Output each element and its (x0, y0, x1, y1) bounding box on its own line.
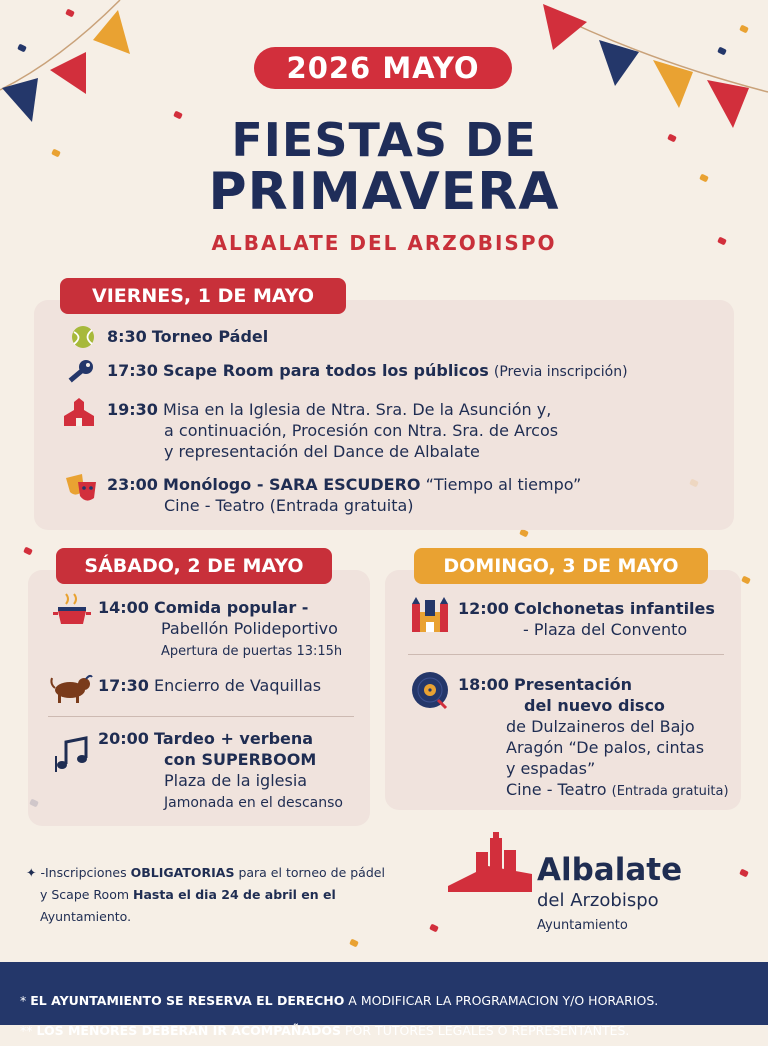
event-detail: y espadas” (506, 759, 596, 778)
event-time: 14:00 (98, 598, 149, 617)
event-time: 23:00 (107, 475, 158, 494)
key-icon (66, 357, 96, 385)
event-time: 12:00 (458, 599, 509, 618)
soup-pot-icon (52, 592, 92, 626)
event-detail: - Plaza del Convento (523, 620, 688, 639)
event-detail: a continuación, Procesión con Ntra. Sra. de Arcos (164, 421, 559, 440)
page-title-line2: PRIMAVERA (208, 162, 560, 222)
event-detail: Aragón “De palos, cintas (506, 738, 705, 757)
event-detail: del nuevo disco (524, 696, 665, 715)
event-note: (Previa inscripción) (493, 364, 628, 380)
event-detail: con SUPERBOOM (164, 750, 317, 769)
event-title: Monólogo - SARA ESCUDERO (163, 475, 421, 494)
event-note: (Entrada gratuita) (611, 784, 729, 799)
bouncy-castle-icon (410, 596, 450, 634)
disclaimer-bar: * EL AYUNTAMIENTO SE RESERVA EL DERECHO A MODIFICAR LA PROGRAMACION Y/O HORARIOS. ** LOS MENORES DEBERAN IR ACOMPAÑADOS POR TUTORES LEGALES O REPRESENTANTES. (0, 962, 768, 1025)
confetti-decoration (429, 924, 439, 933)
saturday-event-3 (98, 728, 343, 814)
church-icon (62, 396, 96, 428)
event-quote: “Tiempo al tiempo” (425, 475, 582, 494)
event-note: Jamonada en el descanso (164, 795, 343, 811)
event-note: Apertura de puertas 13:15h (161, 644, 343, 659)
event-title: Presentación (514, 675, 633, 694)
registration-note: ✦ -Inscripciones OBLIGATORIAS para el torneo de pádel y Scape Room Hasta el dia 24 de abril en el Ayuntamiento. (26, 865, 385, 924)
event-time: 19:30 (107, 400, 158, 419)
friday-event-2 (107, 360, 628, 383)
confetti-decoration (23, 547, 33, 556)
music-notes-icon (52, 734, 90, 774)
event-title: Comida popular - (154, 598, 309, 617)
event-time: 8:30 (107, 327, 147, 346)
event-title: Colchonetas infantiles (514, 599, 715, 618)
event-time: 17:30 (98, 676, 149, 695)
sunday-day-label: DOMINGO, 3 DE MAYO (414, 548, 708, 584)
logo-name: Albalate (537, 852, 683, 888)
event-detail: Cine - Teatro (506, 780, 607, 799)
vinyl-disc-icon (410, 670, 450, 710)
bunting-left-decoration (0, 0, 140, 130)
theater-masks-icon (64, 472, 100, 504)
bull-icon (48, 672, 92, 704)
event-title: Misa en la Iglesia de Ntra. Sra. De la Asunción y, (163, 400, 552, 419)
year-badge: 2026 MAYO (254, 47, 512, 89)
friday-day-label: VIERNES, 1 DE MAYO (60, 278, 346, 314)
town-subtitle: ALBALATE DEL ARZOBISPO (211, 231, 557, 255)
confetti-decoration (741, 576, 751, 585)
event-title: Torneo Pádel (151, 327, 269, 346)
event-detail: Cine - Teatro (Entrada gratuita) (164, 496, 414, 515)
padel-ball-icon (70, 324, 96, 350)
event-detail: y representación del Dance de Albalate (164, 442, 480, 461)
confetti-decoration (739, 869, 749, 878)
event-time: 20:00 (98, 729, 149, 748)
event-title: Scape Room para todos los públicos (163, 361, 489, 380)
saturday-event-1 (98, 597, 342, 662)
saturday-day-label: SÁBADO, 2 DE MAYO (56, 548, 332, 584)
friday-event-1 (107, 326, 268, 347)
event-detail: Plaza de la iglesia (164, 771, 308, 790)
albalate-logo-icon (448, 830, 534, 894)
logo-subtitle: del Arzobispo (537, 890, 659, 911)
page-title-line1: FIESTAS DE (231, 113, 537, 167)
event-title: Encierro de Vaquillas (154, 676, 322, 695)
friday-event-4 (107, 474, 581, 516)
logo-organization: Ayuntamiento (537, 918, 628, 933)
sparkle-icon: ✦ (26, 865, 37, 880)
event-detail: Pabellón Polideportivo (161, 619, 338, 638)
sunday-event-2 (458, 674, 729, 802)
event-time: 17:30 (107, 361, 158, 380)
confetti-decoration (349, 939, 359, 948)
saturday-event-2 (98, 675, 321, 696)
event-time: 18:00 (458, 675, 509, 694)
saturday-divider (48, 716, 354, 717)
sunday-event-1 (458, 598, 715, 640)
event-title: Tardeo + verbena (154, 729, 314, 748)
event-detail: de Dulzaineros del Bajo (506, 717, 695, 736)
sunday-divider (408, 654, 724, 655)
friday-event-3 (107, 399, 558, 462)
